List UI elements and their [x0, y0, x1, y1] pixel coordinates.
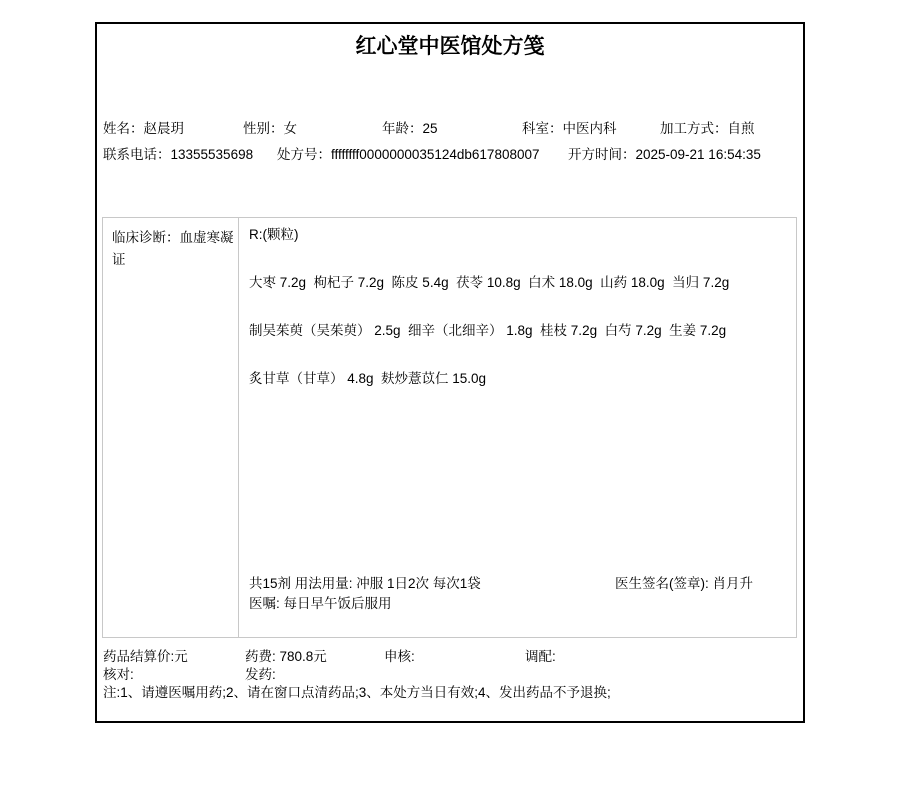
- dispense-field: 发药:: [245, 667, 276, 682]
- check-field: 核对:: [103, 667, 134, 682]
- rx-header: R:(颗粒): [249, 227, 299, 242]
- herb-line: 大枣 7.2g 枸杞子 7.2g 陈皮 5.4g 茯苓 10.8g 白术 18.0g 山药 18.0g 当归 7.2g: [249, 275, 730, 290]
- herb-line: 炙甘草（甘草） 4.8g 麸炒薏苡仁 15.0g: [249, 371, 487, 386]
- processing-method-field: 加工方式：自煎: [660, 121, 755, 136]
- phone-field: 联系电话：13355535698: [103, 147, 254, 162]
- clinical-diagnosis-cell: 临床诊断：血虚寒凝证: [103, 218, 239, 637]
- review-field: 申核:: [384, 649, 415, 664]
- herb-line: 制吴茱萸（吴茱萸） 2.5g 细辛（北细辛） 1.8g 桂枝 7.2g 白芍 7.2g 生姜 7.2g: [249, 323, 727, 338]
- prescription-table: [102, 217, 797, 638]
- blend-field: 调配:: [525, 649, 556, 664]
- patient-age-field: 年龄：25: [382, 121, 438, 136]
- page-title: 红心堂中医馆处方笺: [355, 35, 545, 58]
- prescription-number-field: 处方号：ffffffff0000000035124db617808007: [277, 147, 540, 162]
- notes-line: 注:1、请遵医嘱用药;2、请在窗口点清药品;3、本处方当日有效;4、发出药品不予退换;: [103, 685, 611, 700]
- medicine-fee-field: 药费: 780.8元: [245, 649, 327, 664]
- department-field: 科室：中医内科: [522, 121, 617, 136]
- issue-time-field: 开方时间：2025-09-21 16:54:35: [568, 147, 761, 162]
- patient-gender-field: 性别：女: [243, 121, 297, 136]
- prescription-sheet: [95, 22, 805, 723]
- settlement-price-field: 药品结算价:元: [103, 649, 188, 664]
- patient-name-field: 姓名：赵晨玥: [103, 121, 184, 136]
- dosage-summary: 共15剂 用法用量: 冲服 1日2次 每次1袋: [249, 576, 481, 591]
- doctor-signature: 医生签名(签章): 肖月升: [615, 576, 753, 591]
- medical-advice: 医嘱: 每日早午饭后服用: [249, 596, 392, 611]
